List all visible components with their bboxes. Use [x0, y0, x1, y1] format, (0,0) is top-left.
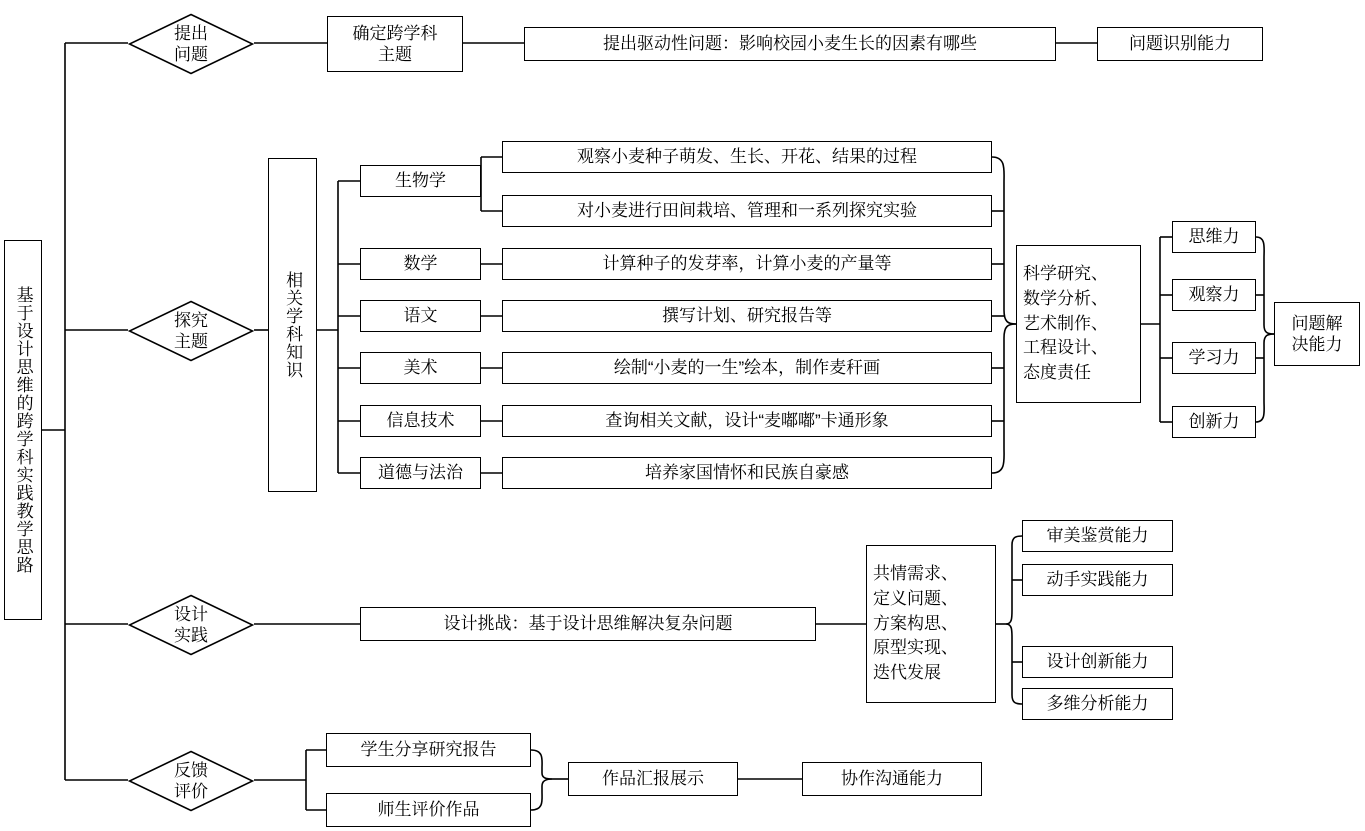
content-box-morality[interactable] — [502, 457, 992, 489]
subject-box-chinese[interactable] — [360, 300, 481, 332]
collaboration-ability-box[interactable] — [802, 762, 982, 796]
subject-box-math[interactable] — [360, 248, 481, 280]
branch-label-1: 提出 问题 — [174, 23, 208, 64]
subject-label-math: 数学 — [403, 254, 438, 274]
subject-knowledge-label: 相关学科知识 — [283, 271, 303, 379]
ability-label-learning: 学习力 — [1188, 348, 1240, 368]
branch-label-3: 设计 实践 — [174, 604, 208, 645]
content-label-it: 查询相关文献，设计“麦嘟嘟”卡通形象 — [605, 411, 889, 431]
design-ability-box-handson[interactable] — [1022, 564, 1173, 596]
cross-subject-topic-box[interactable] — [327, 16, 463, 72]
feedback-box-peer-evaluation[interactable] — [326, 793, 531, 827]
content-label-math: 计算种子的发芽率，计算小麦的产量等 — [602, 254, 892, 274]
design-ability-box-multianalysis[interactable] — [1022, 688, 1173, 720]
competency-summary-label: 科学研究、 数学分析、 艺术制作、 工程设计、 态度责任 — [1023, 264, 1108, 382]
subject-label-biology: 生物学 — [395, 171, 446, 191]
feedback-label-peer-evaluation: 师生评价作品 — [377, 800, 480, 820]
content-box-math[interactable] — [502, 248, 992, 280]
root-node[interactable] — [4, 240, 42, 620]
subject-label-chinese: 语文 — [403, 306, 438, 326]
subject-box-art[interactable] — [360, 352, 481, 384]
subject-label-art: 美术 — [403, 358, 438, 378]
branch-node-3[interactable] — [128, 594, 254, 656]
subject-box-morality[interactable] — [360, 457, 481, 489]
driving-question-label: 提出驱动性问题：影响校园小麦生长的因素有哪些 — [603, 34, 977, 54]
ability-label-innovation: 创新力 — [1188, 412, 1240, 432]
problem-recognition-ability-box[interactable] — [1097, 27, 1263, 61]
branch-node-2[interactable] — [128, 300, 254, 362]
ability-label-thinking: 思维力 — [1188, 227, 1240, 247]
ability-box-thinking[interactable] — [1172, 221, 1256, 253]
work-presentation-label: 作品汇报展示 — [602, 769, 704, 789]
content-box-chinese[interactable] — [502, 300, 992, 332]
collaboration-ability-label: 协作沟通能力 — [841, 769, 943, 789]
content-label-biology-1: 观察小麦种子萌发、生长、开花、结果的过程 — [577, 147, 917, 167]
cross-subject-topic-label: 确定跨学科 主题 — [352, 23, 438, 64]
subject-label-morality: 道德与法治 — [378, 463, 463, 483]
subject-box-it[interactable] — [360, 405, 481, 437]
branch-label-4: 反馈 评价 — [174, 760, 208, 801]
feedback-label-student-report: 学生分享研究报告 — [360, 740, 497, 760]
root-label: 基于设计思维的跨学科实践教学思路 — [13, 286, 33, 574]
ability-box-learning[interactable] — [1172, 342, 1256, 374]
design-challenge-box[interactable] — [360, 607, 816, 641]
work-presentation-box[interactable] — [568, 762, 738, 796]
problem-solving-ability-label: 问题解 决能力 — [1291, 313, 1343, 354]
problem-solving-ability-box[interactable] — [1274, 302, 1360, 366]
design-ability-label-handson: 动手实践能力 — [1046, 570, 1149, 590]
design-process-label: 共情需求、 定义问题、 方案构思、 原型实现、 迭代发展 — [873, 564, 958, 682]
design-ability-label-innovation: 设计创新能力 — [1046, 652, 1149, 672]
content-box-biology-2[interactable] — [502, 195, 992, 227]
design-challenge-label: 设计挑战：基于设计思维解决复杂问题 — [443, 614, 733, 634]
content-label-biology-2: 对小麦进行田间栽培、管理和一系列探究实验 — [577, 201, 917, 221]
ability-box-innovation[interactable] — [1172, 406, 1256, 438]
branch-node-1[interactable] — [128, 13, 254, 75]
design-ability-label-multianalysis: 多维分析能力 — [1046, 694, 1149, 714]
content-label-morality: 培养家国情怀和民族自豪感 — [645, 463, 849, 483]
feedback-box-student-report[interactable] — [326, 733, 531, 767]
subject-box-biology[interactable] — [360, 165, 481, 197]
content-box-art[interactable] — [502, 352, 992, 384]
content-label-chinese: 撰写计划、研究报告等 — [662, 306, 832, 326]
design-ability-box-innovation[interactable] — [1022, 646, 1173, 678]
branch-node-4[interactable] — [128, 750, 254, 812]
competency-summary-box[interactable] — [1016, 245, 1141, 403]
content-box-biology-1[interactable] — [502, 141, 992, 173]
content-box-it[interactable] — [502, 405, 992, 437]
driving-question-box[interactable] — [524, 27, 1056, 61]
subject-label-it: 信息技术 — [386, 411, 455, 431]
ability-label-observation: 观察力 — [1188, 285, 1240, 305]
content-label-art: 绘制“小麦的一生”绘本，制作麦秆画 — [613, 358, 881, 378]
ability-box-observation[interactable] — [1172, 279, 1256, 311]
design-ability-box-aesthetic[interactable] — [1022, 520, 1173, 552]
subject-knowledge-box[interactable] — [268, 158, 317, 492]
problem-recognition-ability-label: 问题识别能力 — [1129, 34, 1231, 54]
branch-label-2: 探究 主题 — [174, 310, 208, 351]
design-ability-label-aesthetic: 审美鉴赏能力 — [1046, 526, 1149, 546]
design-process-box[interactable] — [866, 545, 996, 703]
